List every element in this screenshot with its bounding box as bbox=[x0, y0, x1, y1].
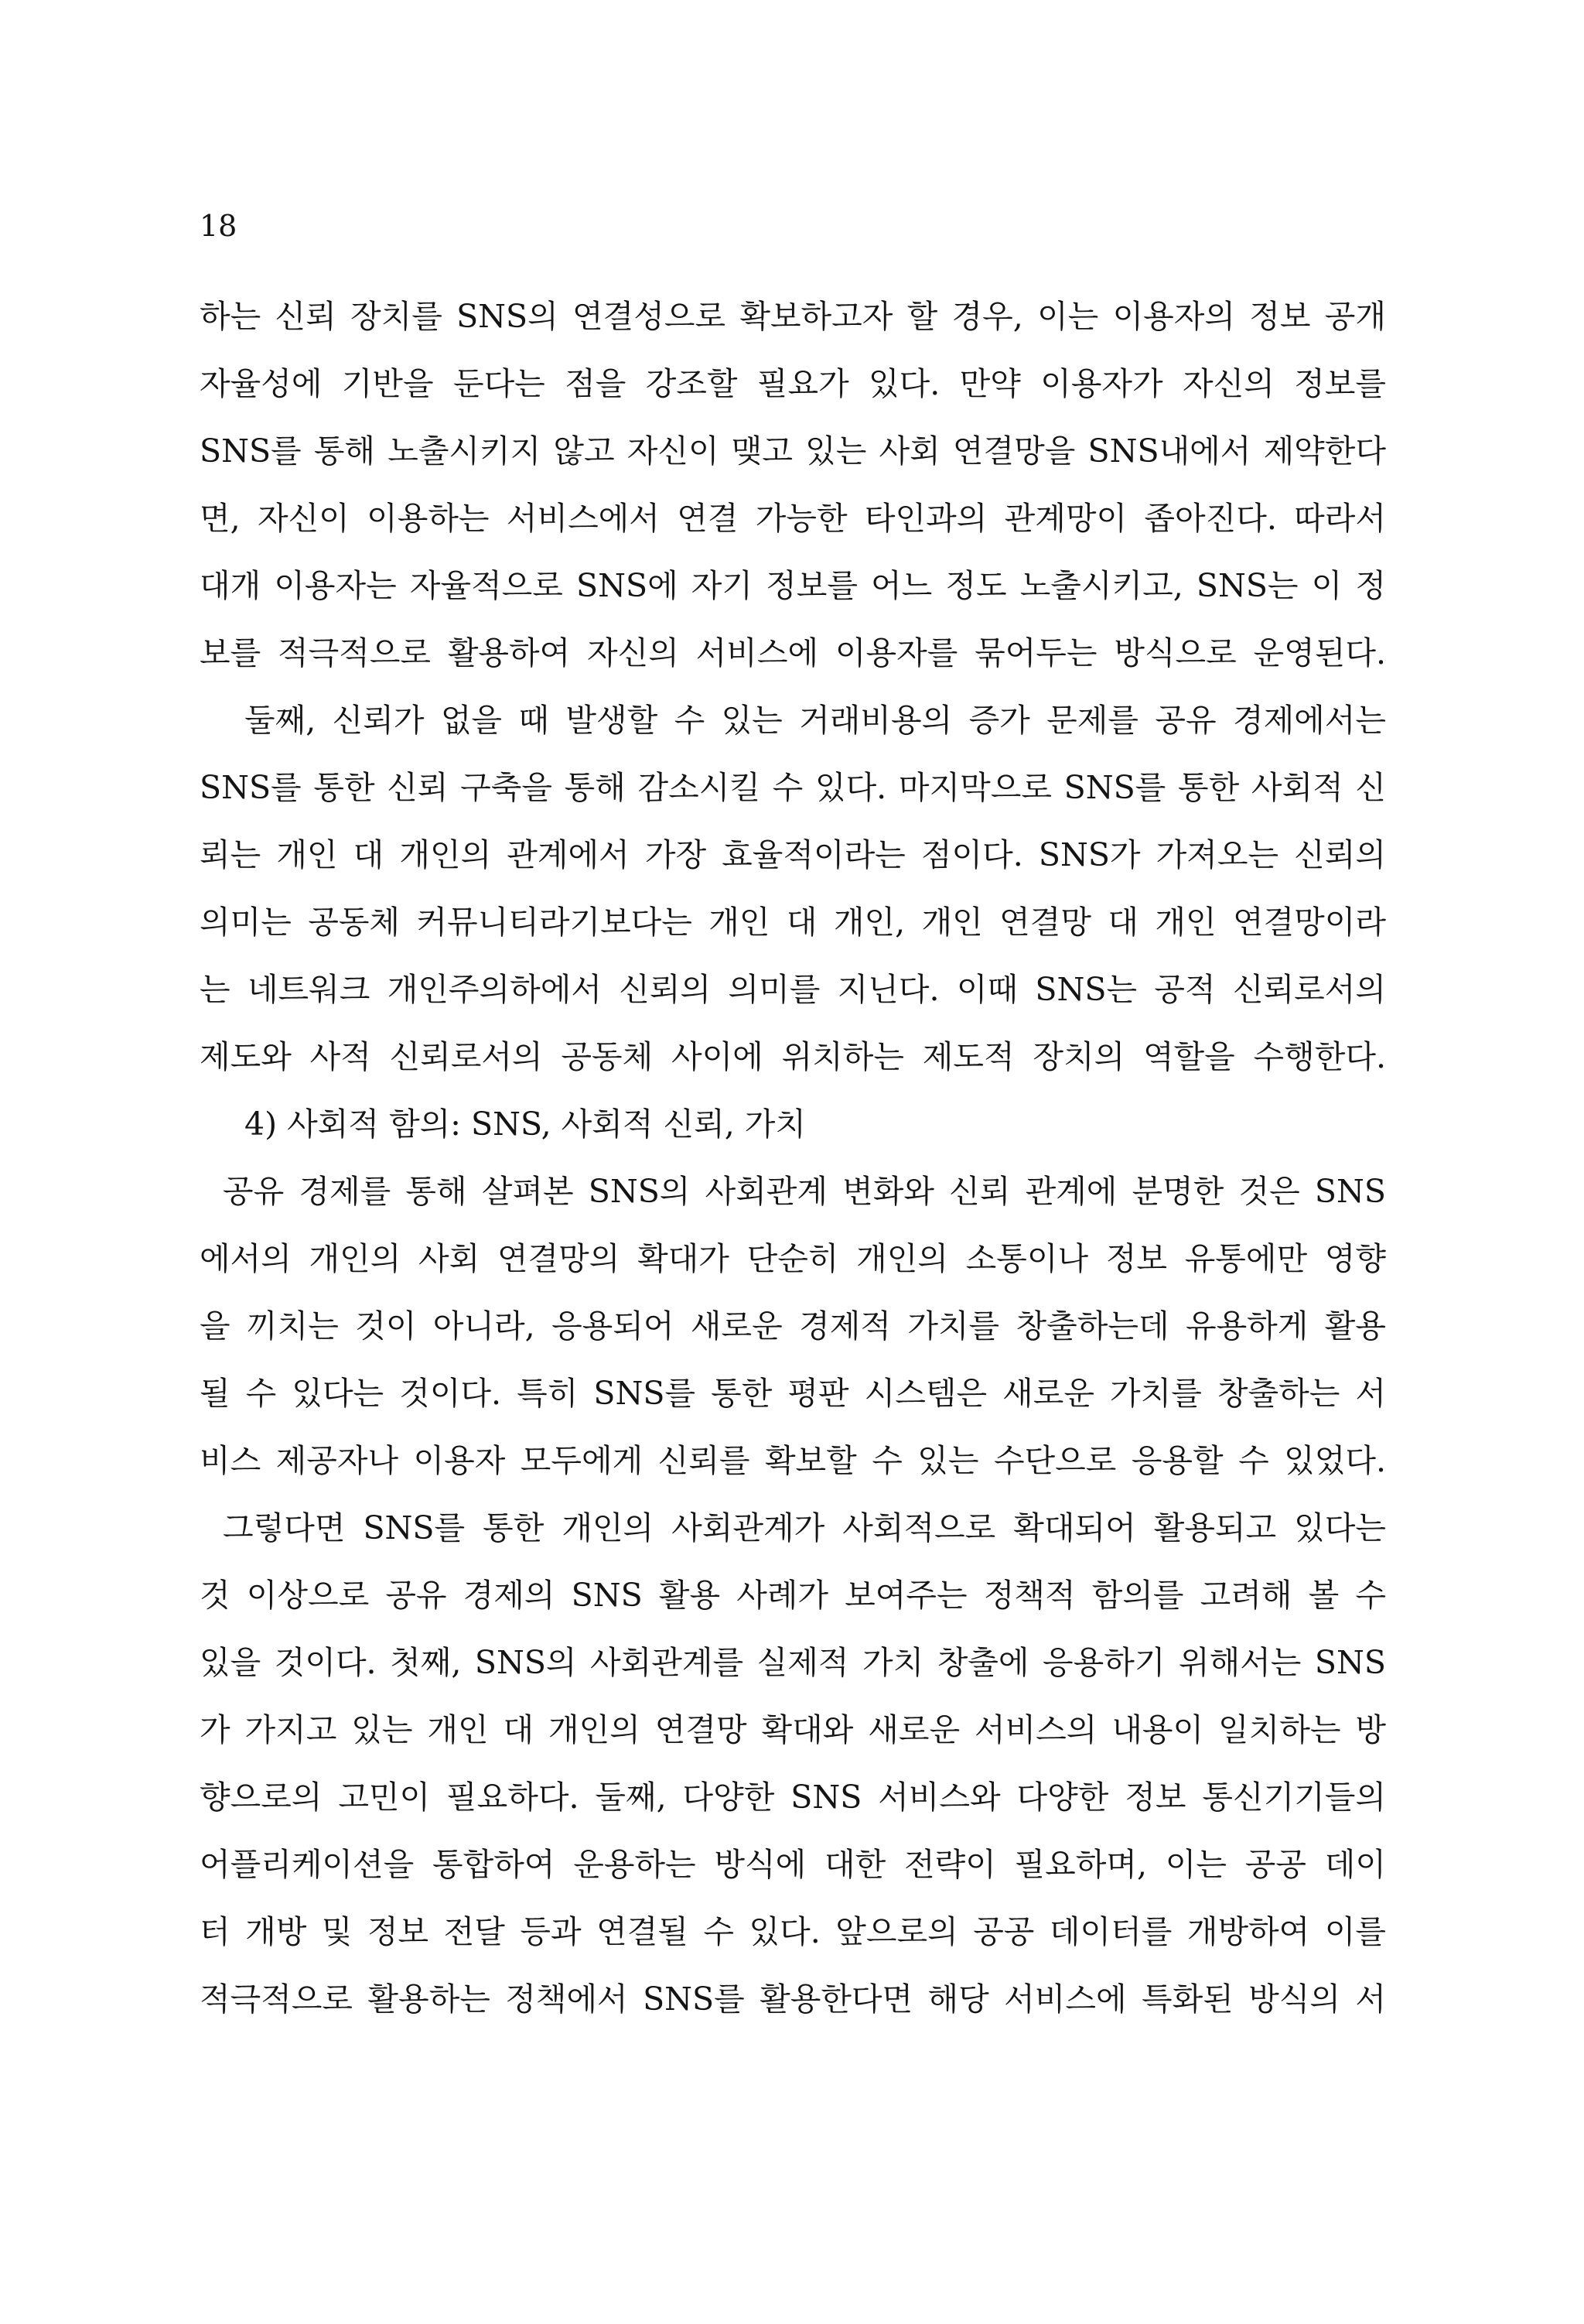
text-line: 의미는 공동체 커뮤니티라기보다는 개인 대 개인, 개인 연결망 대 개인 연결망이라 bbox=[200, 904, 1386, 941]
paragraph bbox=[200, 283, 1386, 687]
text-line: 면, 자신이 이용하는 서비스에서 연결 가능한 타인과의 관계망이 좁아진다. 따라서 bbox=[200, 500, 1386, 537]
text-line: SNS를 통한 신뢰 구축을 통해 감소시킬 수 있다. 마지막으로 SNS를 통한 사회적 신 bbox=[200, 769, 1386, 806]
text-line: 그렇다면 SNS를 통한 개인의 사회관계가 사회적으로 확대되어 활용되고 있다는 bbox=[223, 1509, 1386, 1546]
text-line: 는 네트워크 개인주의하에서 신뢰의 의미를 지닌다. 이때 SNS는 공적 신뢰로서의 bbox=[200, 971, 1386, 1008]
body-text bbox=[200, 283, 1386, 2033]
text-line: 가 가지고 있는 개인 대 개인의 연결망 확대와 새로운 서비스의 내용이 일치하는 방 bbox=[200, 1711, 1386, 1748]
paragraph bbox=[200, 1158, 1386, 1495]
text-line: 보를 적극적으로 활용하여 자신의 서비스에 이용자를 묶어두는 방식으로 운영된다. bbox=[200, 634, 1386, 672]
text-line: 것 이상으로 공유 경제의 SNS 활용 사례가 보여주는 정책적 함의를 고려해 볼 수 bbox=[200, 1577, 1386, 1614]
text-line: 있을 것이다. 첫째, SNS의 사회관계를 실제적 가치 창출에 응용하기 위해서는 SNS bbox=[200, 1644, 1386, 1681]
text-line: 둘째, 신뢰가 없을 때 발생할 수 있는 거래비용의 증가 문제를 공유 경제에서는 bbox=[244, 702, 1386, 739]
text-line: 터 개방 및 정보 전달 등과 연결될 수 있다. 앞으로의 공공 데이터를 개방하여 이를 bbox=[200, 1913, 1386, 1950]
text-line: 비스 제공자나 이용자 모두에게 신뢰를 확보할 수 있는 수단으로 응용할 수 있었다. bbox=[200, 1442, 1386, 1479]
text-line: 하는 신뢰 장치를 SNS의 연결성으로 확보하고자 할 경우, 이는 이용자의 정보 공개 bbox=[200, 298, 1386, 335]
page-number: 18 bbox=[200, 209, 237, 243]
text-line: 제도와 사적 신뢰로서의 공동체 사이에 위치하는 제도적 장치의 역할을 수행한다. bbox=[200, 1038, 1386, 1075]
section-heading: 4) 사회적 함의: SNS, 사회적 신뢰, 가치 bbox=[244, 1106, 807, 1143]
text-line: 대개 이용자는 자율적으로 SNS에 자기 정보를 어느 정도 노출시키고, SNS는 이 정 bbox=[200, 567, 1386, 604]
text-line: 될 수 있다는 것이다. 특히 SNS를 통한 평판 시스템은 새로운 가치를 창출하는 서 bbox=[200, 1375, 1386, 1412]
text-line: 향으로의 고민이 필요하다. 둘째, 다양한 SNS 서비스와 다양한 정보 통신기기들의 bbox=[200, 1779, 1386, 1816]
text-line: 어플리케이션을 통합하여 운용하는 방식에 대한 전략이 필요하며, 이는 공공 데이 bbox=[200, 1846, 1386, 1883]
text-line: 뢰는 개인 대 개인의 관계에서 가장 효율적이라는 점이다. SNS가 가져오는 신뢰의 bbox=[200, 836, 1386, 873]
text-line: SNS를 통해 노출시키지 않고 자신이 맺고 있는 사회 연결망을 SNS내에서 제약한다 bbox=[200, 432, 1386, 470]
text-line: 을 끼치는 것이 아니라, 응용되어 새로운 경제적 가치를 창출하는데 유용하게 활용 bbox=[200, 1307, 1386, 1345]
text-line: 에서의 개인의 사회 연결망의 확대가 단순히 개인의 소통이나 정보 유통에만 영향 bbox=[200, 1240, 1386, 1277]
text-line: 적극적으로 활용하는 정책에서 SNS를 활용한다면 해당 서비스에 특화된 방식의 서 bbox=[200, 1981, 1386, 2018]
paragraph bbox=[200, 1495, 1386, 2033]
text-line: 자율성에 기반을 둔다는 점을 강조할 필요가 있다. 만약 이용자가 자신의 정보를 bbox=[200, 365, 1386, 402]
text-line: 공유 경제를 통해 살펴본 SNS의 사회관계 변화와 신뢰 관계에 분명한 것은 SNS bbox=[223, 1173, 1386, 1210]
paragraph bbox=[200, 687, 1386, 1091]
